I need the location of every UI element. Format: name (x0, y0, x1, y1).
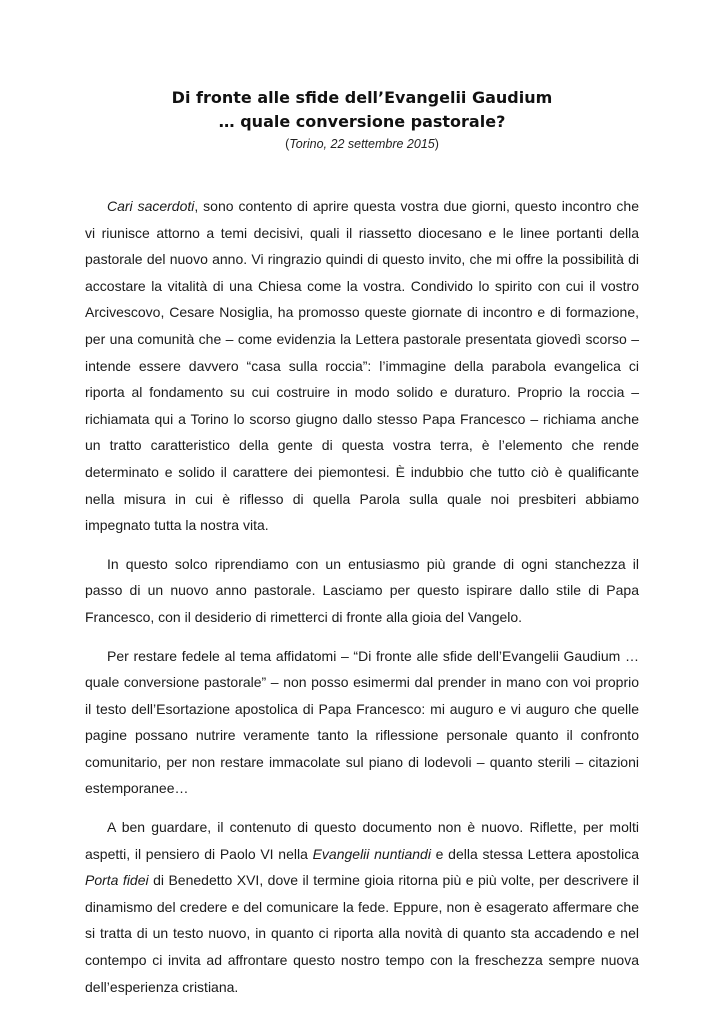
document-header (0, 86, 724, 154)
paragraph-3 (85, 643, 639, 803)
document-title-line-1: Di fronte alle sfide dell’Evangelii Gaudium (171, 88, 553, 107)
paragraph-1-lead: Cari sacerdoti (107, 198, 195, 214)
paragraph-4-text-b: e della stessa Lettera apostolica (430, 845, 639, 862)
subtitle-open-paren: ( (285, 137, 290, 151)
paragraph-4-text-c: di Benedetto XVI, dove il termine gioia ritorna più e più volte, per descrivere il dinamismo del credere e del comunicare la fede. Eppure, non è esagerato affermare che si tratta di un testo nuovo, in quanto ci riporta alla novità di quanto sta accadendo e nel contempo ci invita ad affrontare questo nostro tempo con la freschezza sempre nuova dell’esperienza cristiana. (85, 872, 639, 995)
paragraph-2 (85, 551, 639, 631)
paragraph-4-italic-porta-fidei: Porta fidei (85, 872, 149, 889)
document-body (85, 193, 639, 1012)
paragraph-1-text: , sono contento di aprire questa vostra due giorni, questo incontro che vi riunisce attorno a temi decisivi, quali il riassetto diocesano e le linee portanti della pastorale del nuovo anno. Vi ringrazio quindi di questo invito, che mi offre la possibilità di accostare la vitalità di una Chiesa come la vostra. Condivido lo spirito con cui il vostro Arcivescovo, Cesare Nosiglia, ha promosso queste giornate di incontro e di formazione, per una comunità che – come evidenzia la Lettera pastorale presentata giovedì scorso – intende essere davvero “casa sulla roccia”: l’immagine della parabola evangelica ci riporta al fondamento su cui costruire in modo solido e duraturo. Proprio la roccia – richiamata qui a Torino lo scorso giugno dallo stesso Papa Francesco – richiama anche un tratto caratteristico della gente di questa vostra terra, è l’elemento che rende determinato e solido il carattere dei piemontesi. È indubbio che tutto ciò è qualificante nella misura in cui è riflesso di quella Parola sulla quale noi presbiteri abbiamo impegnato tutta la nostra vita. (85, 198, 639, 534)
paragraph-3-text: Per restare fedele al tema affidatomi – “Di fronte alle sfide dell’Evangelii Gaudium … quale conversione pastorale” – non posso esimermi dal prender in mano con voi proprio il testo dell’Esortazione apostolica di Papa Francesco: mi auguro e vi auguro che quelle pagine possano nutrire veramente tanto la riflessione personale quanto il confronto comunitario, per non restare immacolate sul piano di lodevoli – quanto sterili – citazioni estemporanee… (85, 647, 639, 797)
document-title-line-2: … quale conversione pastorale? (218, 112, 506, 131)
paragraph-4-italic-evangelii-nuntiandi: Evangelii nuntiandi (312, 845, 431, 862)
paragraph-2-text: In questo solco riprendiamo con un entusiasmo più grande di ogni stanchezza il passo di un nuovo anno pastorale. Lasciamo per questo ispirare dallo stile di Papa Francesco, con il desiderio di rimetterci di fronte alla gioia del Vangelo. (85, 555, 639, 625)
subtitle-close-paren: ) (434, 137, 439, 151)
subtitle-place-date: Torino, 22 settembre 2015 (289, 137, 435, 151)
paragraph-4 (85, 814, 639, 1000)
paragraph-4-text-a: A ben guardare, il contenuto di questo documento non è nuovo. Riflette, per molti aspetti, il pensiero di Paolo VI nella (85, 819, 639, 862)
document-subtitle (0, 134, 724, 154)
paragraph-1 (85, 193, 639, 539)
